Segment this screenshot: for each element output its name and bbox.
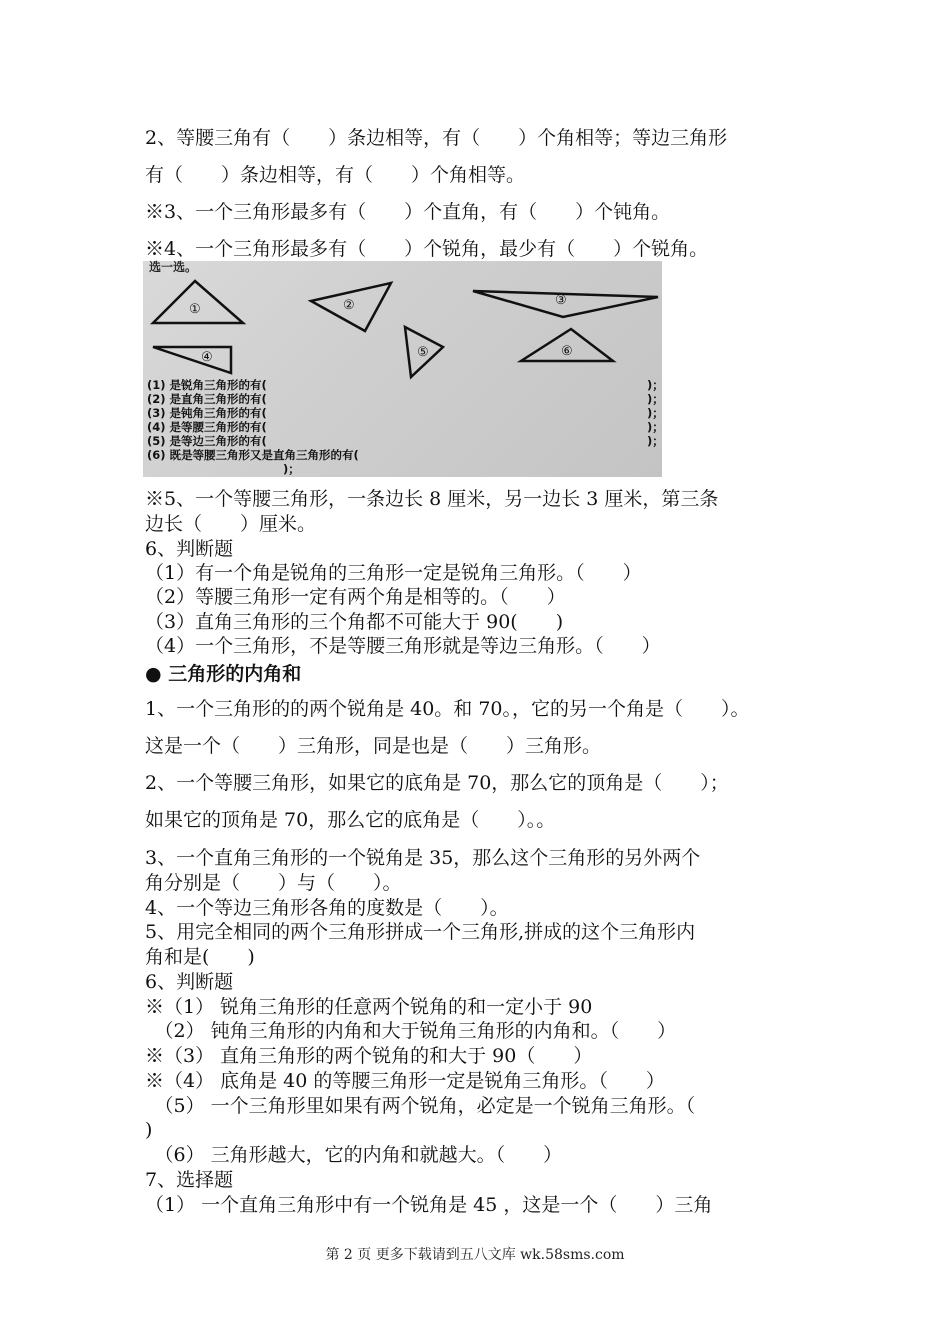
shape-number-4: ④: [201, 350, 213, 365]
text-line: （4）一个三角形，不是等腰三角形就是等边三角形。（ ）: [145, 635, 661, 657]
svg-text:)；: )；: [647, 392, 664, 406]
text-line: （2）等腰三角形一定有两个角是相等的。（ ）: [145, 586, 566, 608]
shape-number-1: ①: [189, 302, 201, 317]
triangle-exercise-photo: [143, 261, 662, 477]
shape-number-2: ②: [343, 298, 355, 313]
text-line: 角分别是（ ）与（ ）。: [145, 872, 402, 894]
page-footer: 第 2 页 更多下载请到五八文库 wk.58sms.com: [325, 1247, 625, 1263]
text-line: （1）有一个角是锐角的三角形一定是锐角三角形。（ ）: [145, 562, 642, 584]
text-line: 这是一个（ ）三角形，同是也是（ ）三角形。: [145, 735, 602, 757]
photo-question-6-close: )；: [283, 462, 300, 476]
text-line: 1、一个三角形的的两个锐角是 40。和 70。，它的另一个角是（ ）。: [145, 698, 750, 720]
svg-text:)；: )；: [647, 406, 664, 420]
text-line: ※4、一个三角形最多有（ ）个锐角，最少有（ ）个锐角。: [145, 238, 709, 260]
text-line: （6） 三角形越大，它的内角和就越大。（ ）: [145, 1144, 563, 1166]
text-line: ※（4） 底角是 40 的等腰三角形一定是锐角三角形。（ ）: [145, 1070, 665, 1092]
svg-text:)；: )；: [647, 420, 664, 434]
text-line: ※3、一个三角形最多有（ ）个直角，有（ ）个钝角。: [145, 201, 671, 223]
text-line: ※5、一个等腰三角形，一条边长 8 厘米，另一边长 3 厘米，第三条: [145, 488, 719, 510]
photo-question-2: (2) 是直角三角形的有(: [147, 392, 267, 406]
text-line: 3、一个直角三角形的一个锐角是 35，那么这个三角形的另外两个: [145, 847, 701, 869]
shape-number-3: ③: [555, 293, 567, 308]
text-line: （3）直角三角形的三个角都不可能大于 90( ): [145, 611, 564, 633]
text-line: ): [145, 1119, 153, 1141]
text-line: 4、一个等边三角形各角的度数是（ ）。: [145, 897, 509, 919]
text-line: ※（1） 锐角三角形的任意两个锐角的和一定小于 90: [145, 996, 593, 1018]
text-line: 6、判断题: [145, 538, 234, 560]
photo-header: 选一选。: [149, 260, 198, 274]
text-line: 5、用完全相同的两个三角形拼成一个三角形,拼成的这个三角形内: [145, 921, 696, 943]
text-line: 6、判断题: [145, 971, 234, 993]
shape-number-5: ⑤: [417, 345, 429, 360]
text-line: ※（3） 直角三角形的两个锐角的和大于 90（ ）: [145, 1045, 593, 1067]
text-line: （1） 一个直角三角形中有一个锐角是 45 ，这是一个（ ）三角: [145, 1194, 713, 1216]
text-line: 角和是( ): [145, 946, 255, 968]
text-line: 2、等腰三角有（ ）条边相等，有（ ）个角相等；等边三角形: [145, 127, 728, 149]
text-line: 2、一个等腰三角形，如果它的底角是 70，那么它的顶角是（ ）；: [145, 772, 729, 794]
text-line: 如果它的顶角是 70，那么它的底角是（ ）。。: [145, 809, 556, 831]
shape-number-6: ⑥: [561, 344, 573, 359]
text-line: （5） 一个三角形里如果有两个锐角，必定是一个锐角三角形。（: [145, 1095, 696, 1117]
photo-question-5: (5) 是等边三角形的有(: [147, 434, 267, 448]
triangle-4: [153, 347, 231, 373]
photo-question-6: (6) 既是等腰三角形又是直角三角形的有(: [147, 448, 359, 462]
section-heading: ● 三角形的内角和: [145, 663, 302, 685]
svg-text:)；: )；: [647, 434, 664, 448]
svg-text:)；: )；: [647, 378, 664, 392]
text-line: 有（ ）条边相等，有（ ）个角相等。: [145, 164, 526, 186]
photo-question-4: (4) 是等腰三角形的有(: [147, 420, 267, 434]
photo-question-1: (1) 是锐角三角形的有(: [147, 378, 267, 392]
text-line: （2） 钝角三角形的内角和大于锐角三角形的内角和。（ ）: [145, 1020, 677, 1042]
triangle-diagram: [143, 261, 662, 477]
text-line: 边长（ ）厘米。: [145, 513, 317, 535]
photo-question-3: (3) 是钝角三角形的有(: [147, 406, 267, 420]
text-line: 7、选择题: [145, 1169, 234, 1191]
